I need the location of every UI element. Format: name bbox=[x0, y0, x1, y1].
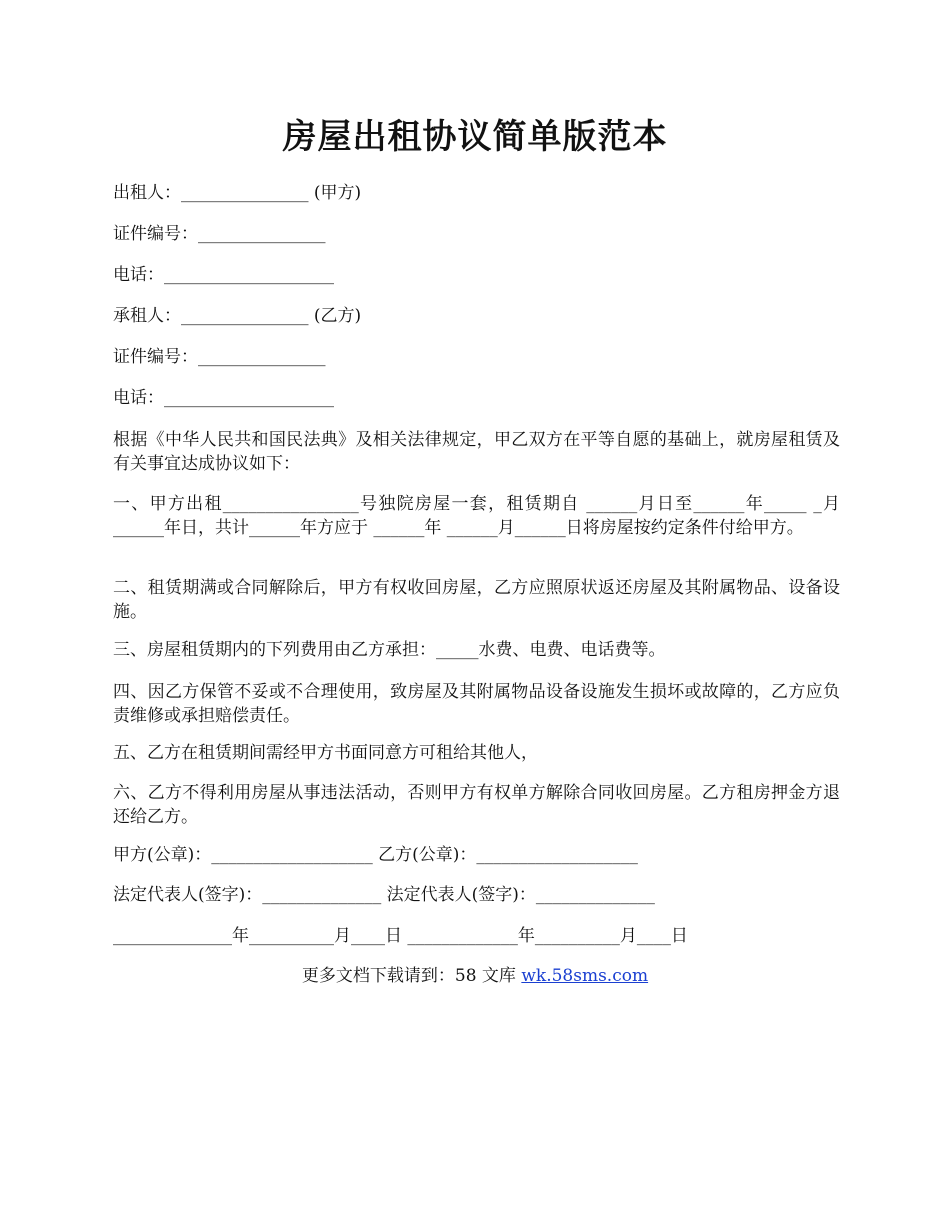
seal-signature-line: 甲方(公章)：___________________ 乙方(公章)：___________________ bbox=[113, 845, 638, 865]
footer-link[interactable]: wk.58sms.com bbox=[521, 966, 649, 986]
lessee-field: 承租人：_______________ (乙方) bbox=[113, 306, 362, 326]
footer bbox=[0, 964, 950, 988]
preamble-paragraph: 根据《中华人民共和国民法典》及相关法律规定，甲乙双方在平等自愿的基础上，就房屋租赁及有关事宜达成协议如下： bbox=[113, 430, 840, 474]
document-title: 房屋出租协议简单版范本 bbox=[282, 117, 668, 157]
clause-3: 三、房屋租赁期内的下列费用由乙方承担：_____水费、电费、电话费等。 bbox=[113, 640, 666, 660]
date-signature-line: ______________年__________月____日 _____________年__________月____日 bbox=[113, 926, 688, 946]
representative-signature-line: 法定代表人(签字)：______________ 法定代表人(签字)：______________ bbox=[113, 885, 655, 905]
clause-2: 二、租赁期满或合同解除后，甲方有权收回房屋，乙方应照原状返还房屋及其附属物品、设备设施。 bbox=[113, 578, 840, 622]
lessor-field: 出租人：_______________ (甲方) bbox=[113, 183, 362, 203]
clause-4: 四、因乙方保管不妥或不合理使用，致房屋及其附属物品设备设施发生损坏或故障的，乙方应负责维修或承担赔偿责任。 bbox=[113, 682, 840, 726]
clause-1: 一、甲方出租________________号独院房屋一套，租赁期自 ______月日至______年_____ _月 ______年日，共计______年方应于 ______年 ______月______日将房屋按约定条件付给甲方。 bbox=[113, 494, 840, 538]
clause-5: 五、乙方在租赁期间需经甲方书面同意方可租给其他人， bbox=[113, 743, 538, 763]
lessee-phone-field: 电话：____________________ bbox=[113, 388, 334, 408]
lessee-id-field: 证件编号：_______________ bbox=[113, 347, 326, 367]
clause-6: 六、乙方不得利用房屋从事违法活动，否则甲方有权单方解除合同收回房屋。乙方租房押金方退还给乙方。 bbox=[113, 783, 840, 827]
lessor-id-field: 证件编号：_______________ bbox=[113, 224, 326, 244]
footer-text: 更多文档下载请到：58 文库 bbox=[301, 966, 522, 986]
lessor-phone-field: 电话：____________________ bbox=[113, 265, 334, 285]
